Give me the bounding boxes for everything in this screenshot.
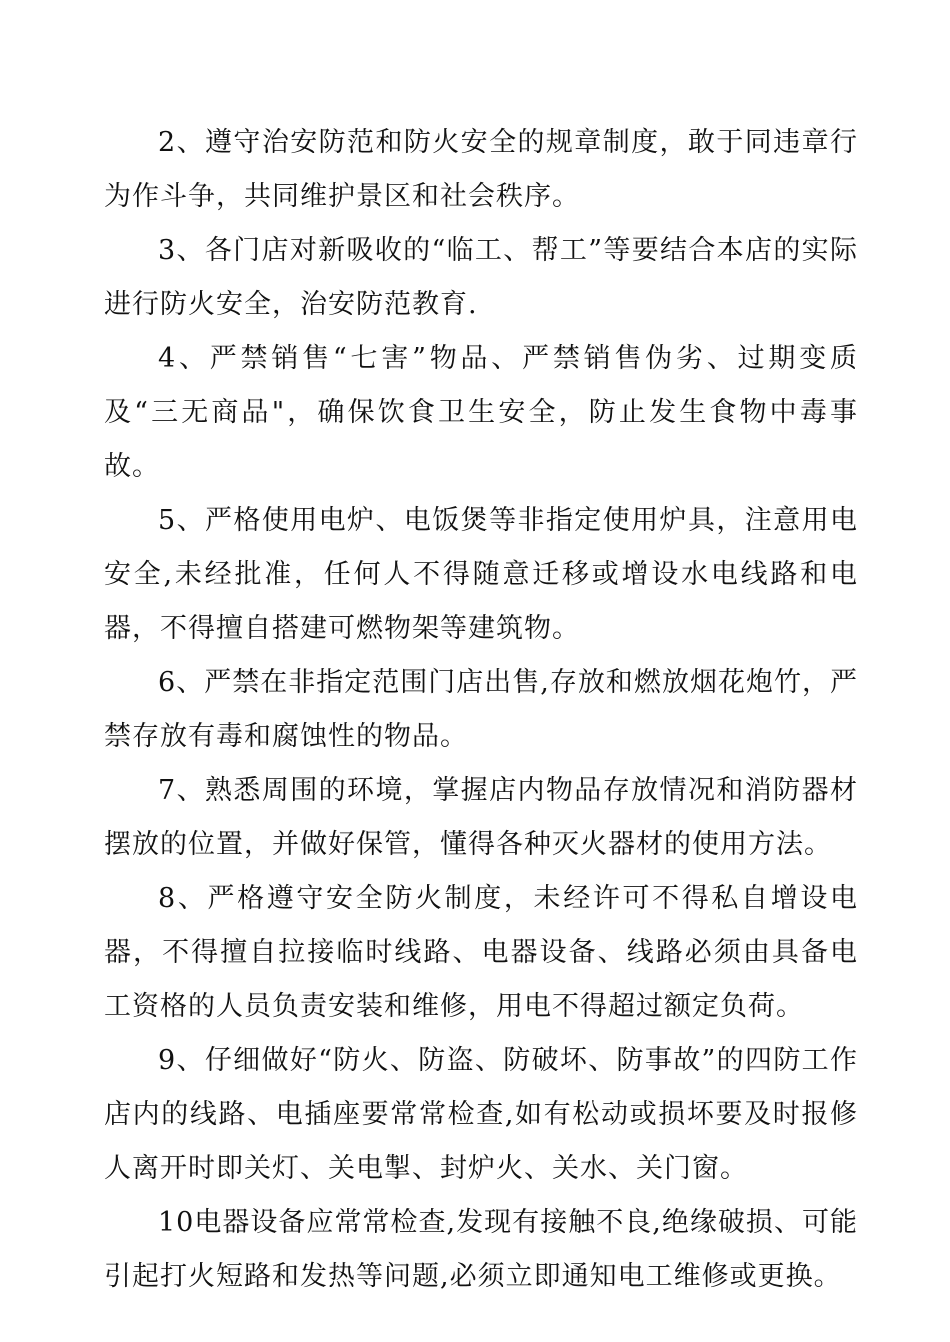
paragraph-item-2: 2、遵守治安防范和防火安全的规章制度，敢于同违章行为作斗争，共同维护景区和社会秩序。 bbox=[104, 127, 858, 212]
paragraph-item-8: 8、严格遵守安全防火制度，未经许可不得私自增设电器，不得擅自拉接临时线路、电器设备、线路必须由具备电工资格的人员负责安装和维修，用电不得超过额定负荷。 bbox=[104, 883, 858, 1022]
document-body bbox=[104, 116, 858, 1304]
paragraph-item-9: 9、仔细做好“防火、防盗、防破坏、防事故”的四防工作店内的线路、电插座要常常检查,如有松动或损坏要及时报修人离开时即关灯、关电掣、封炉火、关水、关门窗。 bbox=[104, 1045, 858, 1184]
paragraph-item-3: 3、各门店对新吸收的“临工、帮工”等要结合本店的实际进行防火安全，治安防范教育. bbox=[104, 235, 858, 320]
paragraph-item-10: 10电器设备应常常检查,发现有接触不良,绝缘破损、可能引起打火短路和发热等问题,必须立即通知电工维修或更换。 bbox=[104, 1207, 858, 1292]
paragraph-item-5: 5、严格使用电炉、电饭煲等非指定使用炉具，注意用电安全,未经批准，任何人不得随意迁移或增设水电线路和电器，不得擅自搭建可燃物架等建筑物。 bbox=[104, 505, 858, 644]
paragraph-item-6: 6、严禁在非指定范围门店出售,存放和燃放烟花炮竹，严禁存放有毒和腐蚀性的物品。 bbox=[104, 667, 858, 752]
paragraph-item-4: 4、严禁销售“七害”物品、严禁销售伪劣、过期变质及“三无商品"，确保饮食卫生安全，防止发生食物中毒事故。 bbox=[104, 343, 858, 482]
paragraph-item-7: 7、熟悉周围的环境，掌握店内物品存放情况和消防器材摆放的位置，并做好保管，懂得各种灭火器材的使用方法。 bbox=[104, 775, 858, 860]
